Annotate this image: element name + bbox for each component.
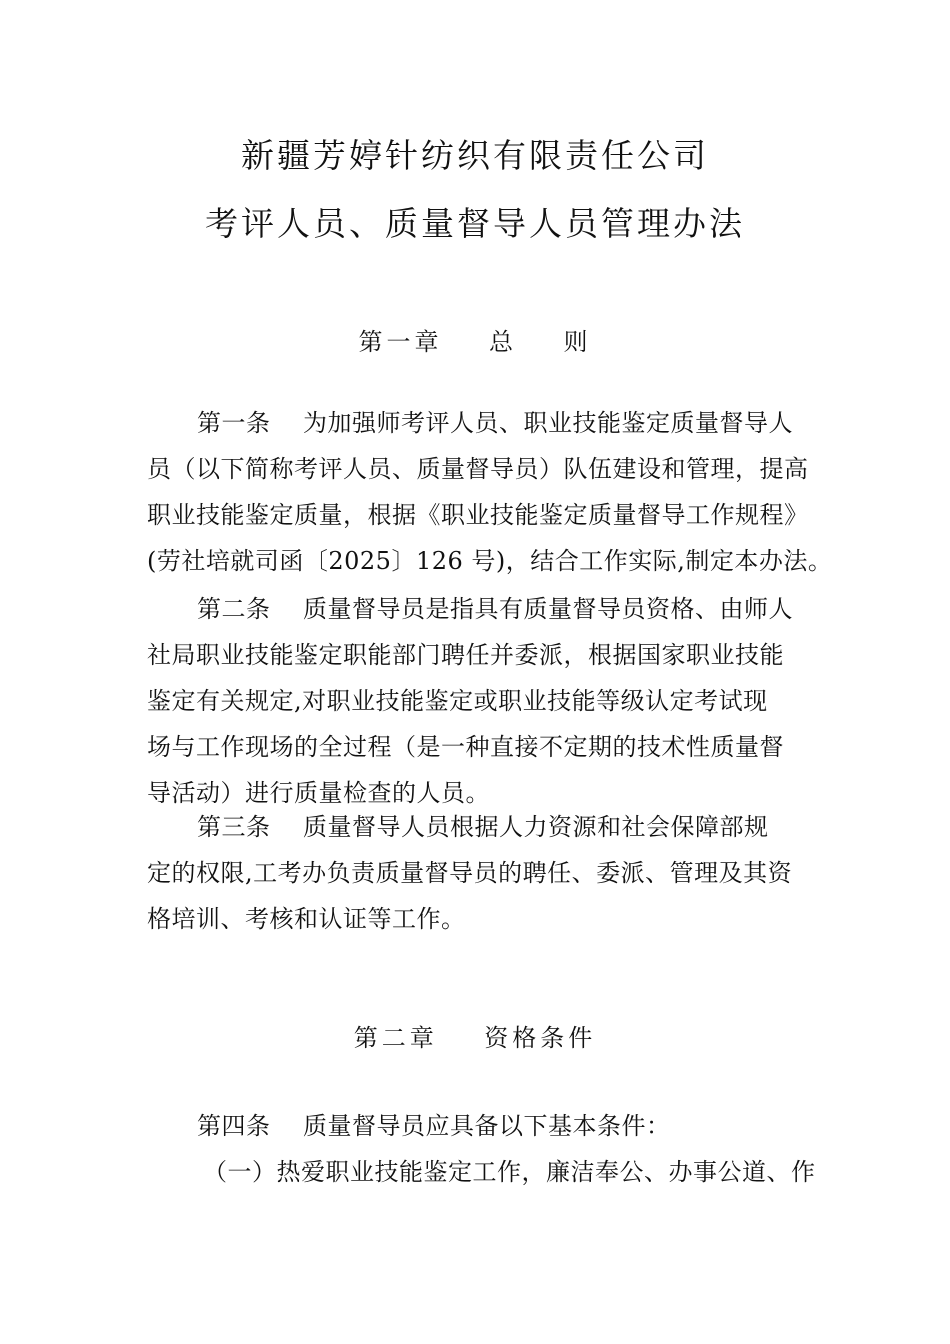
article-4-line: （一）热爱职业技能鉴定工作，廉洁奉公、办事公道、作 (203, 1158, 816, 1186)
chapter-2-heading: 第二章 资格条件 (353, 1024, 597, 1052)
article-2-line: 场与工作现场的全过程（是一种直接不定期的技术性质量督 (147, 733, 784, 761)
article-2 (147, 586, 807, 816)
article-3-line: 格培训、考核和认证等工作。 (147, 905, 466, 933)
article-1-line: 第一条 为加强师考评人员、职业技能鉴定质量督导人 (197, 409, 794, 437)
article-3-line: 第三条 质量督导人员根据人力资源和社会保障部规 (197, 813, 769, 841)
document-title-line-2: 考评人员、质量督导人员管理办法 (205, 204, 745, 243)
document-title-line-1: 新疆芳婷针纺织有限责任公司 (241, 136, 709, 175)
article-3-line: 定的权限,工考办负责质量督导员的聘任、委派、管理及其资 (147, 859, 793, 887)
article-4 (147, 1103, 816, 1195)
article-3 (147, 804, 807, 942)
article-1-line: (劳社培就司函〔2025〕126 号)，结合工作实际,制定本办法。 (147, 547, 833, 575)
article-2-line: 第二条 质量督导员是指具有质量督导员资格、由师人 (197, 595, 794, 623)
article-1 (147, 400, 833, 584)
article-1-line: 职业技能鉴定质量，根据《职业技能鉴定质量督导工作规程》 (147, 501, 809, 529)
article-2-line: 鉴定有关规定,对职业技能鉴定或职业技能等级认定考试现 (147, 687, 768, 715)
article-4-line: 第四条 质量督导员应具备以下基本条件： (197, 1112, 671, 1140)
chapter-1-heading: 第一章 总 则 (358, 328, 592, 356)
article-2-line: 社局职业技能鉴定职能部门聘任并委派，根据国家职业技能 (147, 641, 784, 669)
article-1-line: 员（以下简称考评人员、质量督导员）队伍建设和管理，提高 (147, 455, 809, 483)
article-2-line: 导活动）进行质量检查的人员。 (147, 779, 490, 807)
